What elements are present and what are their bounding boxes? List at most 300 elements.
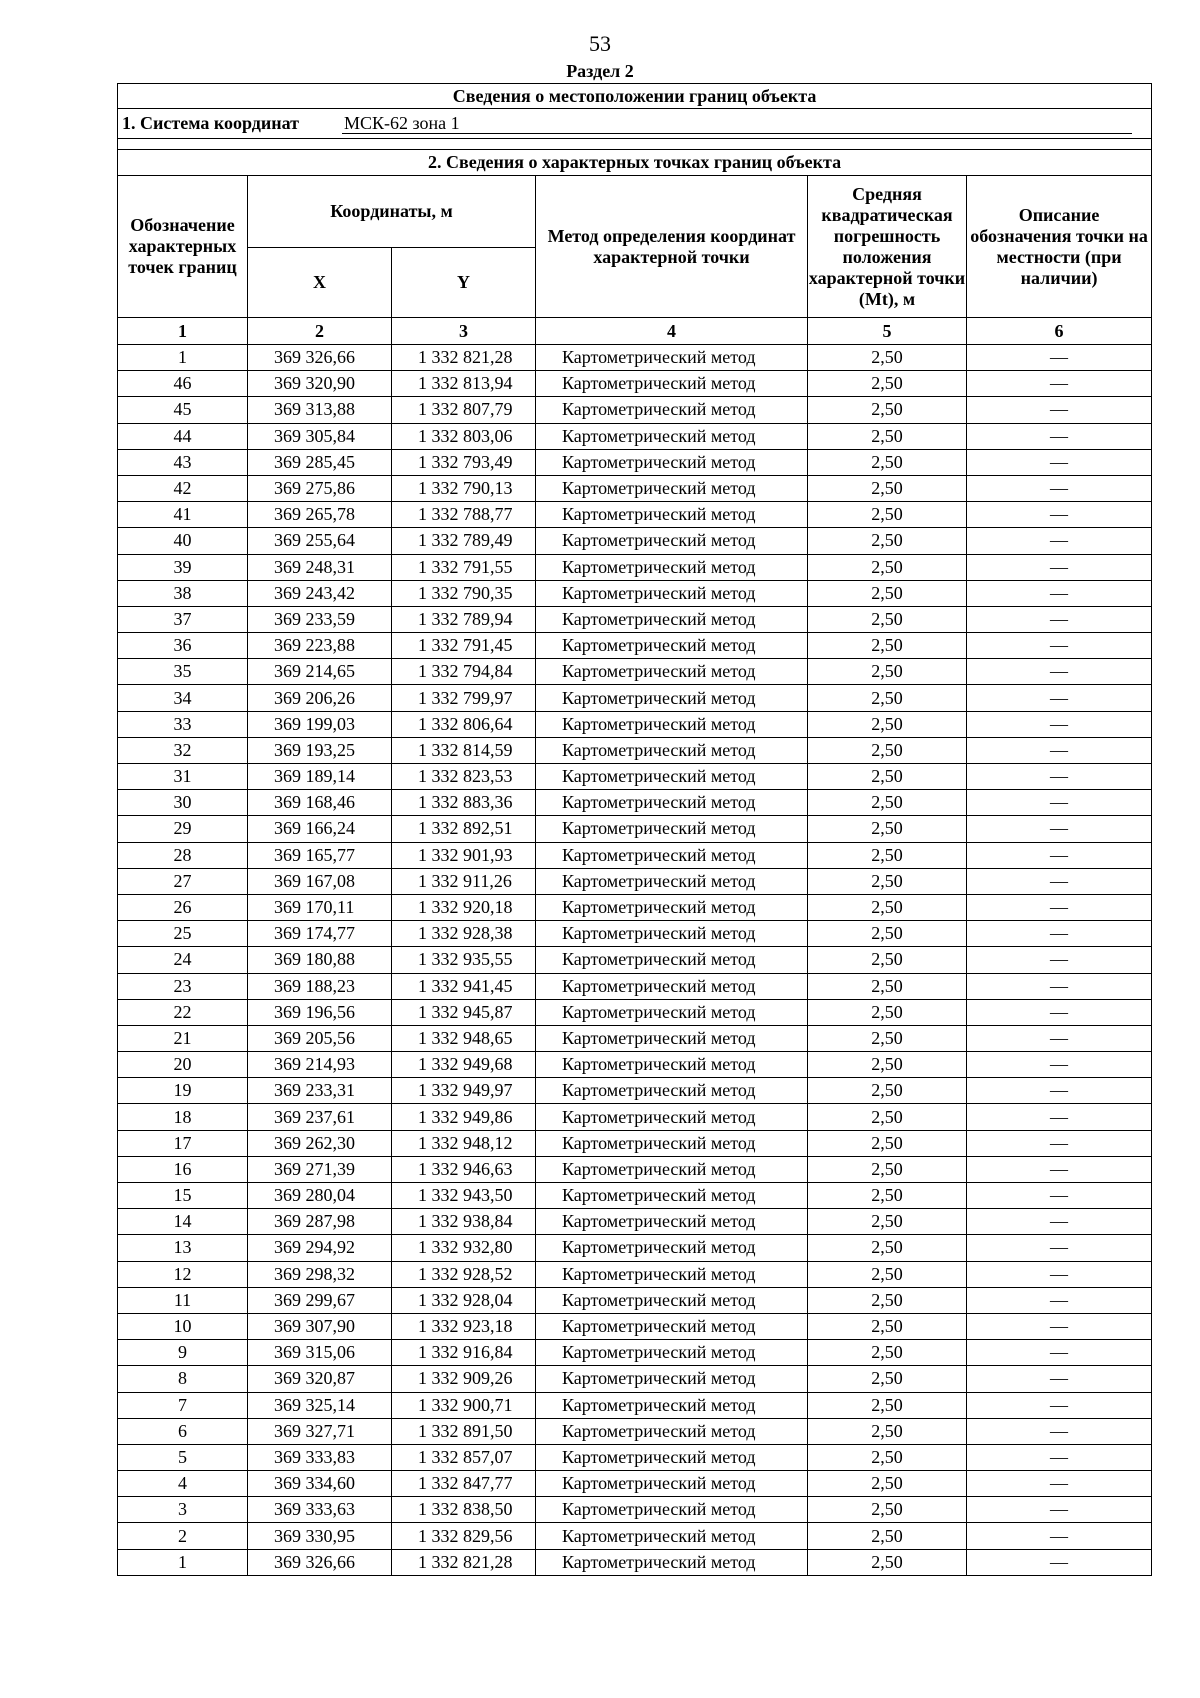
x-coordinate-cell: 369 305,84: [248, 423, 392, 449]
y-coordinate-cell: 1 332 799,97: [392, 685, 536, 711]
page-number: 53: [589, 31, 611, 56]
x-coordinate-cell: 369 193,25: [248, 737, 392, 763]
error-cell: 2,50: [808, 1549, 967, 1575]
point-number-cell: 20: [118, 1052, 248, 1078]
description-cell: —: [967, 1313, 1152, 1339]
y-coordinate-cell: 1 332 948,12: [392, 1130, 536, 1156]
point-number-cell: 28: [118, 842, 248, 868]
coordinate-system-row: [118, 109, 1152, 139]
column-number: 5: [808, 318, 967, 345]
method-cell: Картометрический метод: [536, 423, 808, 449]
description-cell: —: [967, 1523, 1152, 1549]
x-coordinate-cell: 369 233,31: [248, 1078, 392, 1104]
point-number-cell: 23: [118, 973, 248, 999]
x-coordinate-cell: 369 333,83: [248, 1444, 392, 1470]
method-cell: Картометрический метод: [536, 345, 808, 371]
description-cell: —: [967, 921, 1152, 947]
y-coordinate-cell: 1 332 883,36: [392, 790, 536, 816]
description-cell: —: [967, 371, 1152, 397]
x-coordinate-cell: 369 214,93: [248, 1052, 392, 1078]
error-cell: 2,50: [808, 947, 967, 973]
point-number-cell: 17: [118, 1130, 248, 1156]
point-number-cell: 6: [118, 1418, 248, 1444]
description-cell: —: [967, 1235, 1152, 1261]
y-coordinate-cell: 1 332 791,55: [392, 554, 536, 580]
description-cell: —: [967, 1287, 1152, 1313]
table-row: [118, 1392, 1152, 1418]
error-cell: 2,50: [808, 449, 967, 475]
table-row: [118, 1287, 1152, 1313]
method-cell: Картометрический метод: [536, 921, 808, 947]
column-number: 2: [248, 318, 392, 345]
error-cell: 2,50: [808, 475, 967, 501]
table-row: [118, 1052, 1152, 1078]
description-cell: —: [967, 606, 1152, 632]
column-number: 6: [967, 318, 1152, 345]
method-cell: Картометрический метод: [536, 1078, 808, 1104]
description-cell: —: [967, 1078, 1152, 1104]
point-number-cell: 13: [118, 1235, 248, 1261]
description-cell: —: [967, 894, 1152, 920]
error-cell: 2,50: [808, 790, 967, 816]
error-cell: 2,50: [808, 764, 967, 790]
x-coordinate-cell: 369 320,87: [248, 1366, 392, 1392]
method-cell: Картометрический метод: [536, 475, 808, 501]
table-row: [118, 973, 1152, 999]
description-cell: —: [967, 1052, 1152, 1078]
y-coordinate-cell: 1 332 892,51: [392, 816, 536, 842]
header-method: Метод определения координат характерной точки: [536, 176, 808, 318]
table-row: [118, 606, 1152, 632]
method-cell: Картометрический метод: [536, 371, 808, 397]
point-number-cell: 27: [118, 868, 248, 894]
method-cell: Картометрический метод: [536, 1523, 808, 1549]
table-row: [118, 868, 1152, 894]
point-number-cell: 45: [118, 397, 248, 423]
table-row: [118, 1471, 1152, 1497]
y-coordinate-cell: 1 332 900,71: [392, 1392, 536, 1418]
column-number: 4: [536, 318, 808, 345]
point-number-cell: 19: [118, 1078, 248, 1104]
y-coordinate-cell: 1 332 948,65: [392, 1025, 536, 1051]
error-cell: 2,50: [808, 423, 967, 449]
error-cell: 2,50: [808, 842, 967, 868]
table-row: [118, 894, 1152, 920]
error-cell: 2,50: [808, 1130, 967, 1156]
point-number-cell: 21: [118, 1025, 248, 1051]
x-coordinate-cell: 369 180,88: [248, 947, 392, 973]
table-row: [118, 737, 1152, 763]
table-row: [118, 1025, 1152, 1051]
method-cell: Картометрический метод: [536, 397, 808, 423]
point-number-cell: 1: [118, 345, 248, 371]
x-coordinate-cell: 369 165,77: [248, 842, 392, 868]
header-error: Средняя квадратическая погрешность положения характерной точки (Mt), м: [808, 176, 967, 318]
x-coordinate-cell: 369 285,45: [248, 449, 392, 475]
error-cell: 2,50: [808, 580, 967, 606]
table-row: [118, 1497, 1152, 1523]
point-number-cell: 33: [118, 711, 248, 737]
method-cell: Картометрический метод: [536, 633, 808, 659]
error-cell: 2,50: [808, 894, 967, 920]
description-cell: —: [967, 528, 1152, 554]
method-cell: Картометрический метод: [536, 764, 808, 790]
point-number-cell: 8: [118, 1366, 248, 1392]
method-cell: Картометрический метод: [536, 1471, 808, 1497]
table-row: [118, 842, 1152, 868]
error-cell: 2,50: [808, 1078, 967, 1104]
description-cell: —: [967, 1183, 1152, 1209]
point-number-cell: 12: [118, 1261, 248, 1287]
x-coordinate-cell: 369 287,98: [248, 1209, 392, 1235]
method-cell: Картометрический метод: [536, 1209, 808, 1235]
error-cell: 2,50: [808, 397, 967, 423]
point-number-cell: 5: [118, 1444, 248, 1470]
point-number-cell: 42: [118, 475, 248, 501]
point-number-cell: 16: [118, 1156, 248, 1182]
table-row: [118, 1156, 1152, 1182]
y-coordinate-cell: 1 332 916,84: [392, 1340, 536, 1366]
error-cell: 2,50: [808, 1183, 967, 1209]
method-cell: Картометрический метод: [536, 554, 808, 580]
x-coordinate-cell: 369 205,56: [248, 1025, 392, 1051]
y-coordinate-cell: 1 332 946,63: [392, 1156, 536, 1182]
y-coordinate-cell: 1 332 821,28: [392, 345, 536, 371]
table-row: [118, 1549, 1152, 1575]
method-cell: Картометрический метод: [536, 528, 808, 554]
header-x: X: [248, 248, 392, 318]
error-cell: 2,50: [808, 1497, 967, 1523]
y-coordinate-cell: 1 332 901,93: [392, 842, 536, 868]
table-row: [118, 633, 1152, 659]
point-number-cell: 40: [118, 528, 248, 554]
description-cell: —: [967, 1418, 1152, 1444]
method-cell: Картометрический метод: [536, 1340, 808, 1366]
error-cell: 2,50: [808, 1235, 967, 1261]
point-number-cell: 29: [118, 816, 248, 842]
method-cell: Картометрический метод: [536, 1313, 808, 1339]
error-cell: 2,50: [808, 1261, 967, 1287]
error-cell: 2,50: [808, 1209, 967, 1235]
x-coordinate-cell: 369 167,08: [248, 868, 392, 894]
error-cell: 2,50: [808, 502, 967, 528]
point-number-cell: 34: [118, 685, 248, 711]
table-subtitle: 2. Сведения о характерных точках границ объекта: [118, 150, 1152, 176]
description-cell: —: [967, 1392, 1152, 1418]
error-cell: 2,50: [808, 1313, 967, 1339]
y-coordinate-cell: 1 332 949,97: [392, 1078, 536, 1104]
point-number-cell: 46: [118, 371, 248, 397]
description-cell: —: [967, 345, 1152, 371]
error-cell: 2,50: [808, 606, 967, 632]
description-cell: —: [967, 580, 1152, 606]
y-coordinate-cell: 1 332 943,50: [392, 1183, 536, 1209]
point-number-cell: 1: [118, 1549, 248, 1575]
y-coordinate-cell: 1 332 941,45: [392, 973, 536, 999]
method-cell: Картометрический метод: [536, 1261, 808, 1287]
spacer-row: [118, 139, 1152, 150]
table-row: [118, 554, 1152, 580]
description-cell: —: [967, 737, 1152, 763]
header-description: Описание обозначения точки на местности (при наличии): [967, 176, 1152, 318]
y-coordinate-cell: 1 332 789,94: [392, 606, 536, 632]
error-cell: 2,50: [808, 737, 967, 763]
y-coordinate-cell: 1 332 847,77: [392, 1471, 536, 1497]
y-coordinate-cell: 1 332 790,35: [392, 580, 536, 606]
method-cell: Картометрический метод: [536, 894, 808, 920]
x-coordinate-cell: 369 326,66: [248, 345, 392, 371]
description-cell: —: [967, 1025, 1152, 1051]
x-coordinate-cell: 369 189,14: [248, 764, 392, 790]
method-cell: Картометрический метод: [536, 842, 808, 868]
x-coordinate-cell: 369 326,66: [248, 1549, 392, 1575]
table-row: [118, 1261, 1152, 1287]
method-cell: Картометрический метод: [536, 737, 808, 763]
table-row: [118, 921, 1152, 947]
y-coordinate-cell: 1 332 789,49: [392, 528, 536, 554]
point-number-cell: 24: [118, 947, 248, 973]
error-cell: 2,50: [808, 659, 967, 685]
y-coordinate-cell: 1 332 932,80: [392, 1235, 536, 1261]
x-coordinate-cell: 369 262,30: [248, 1130, 392, 1156]
method-cell: Картометрический метод: [536, 685, 808, 711]
table-row: [118, 1078, 1152, 1104]
y-coordinate-cell: 1 332 891,50: [392, 1418, 536, 1444]
x-coordinate-cell: 369 214,65: [248, 659, 392, 685]
method-cell: Картометрический метод: [536, 1497, 808, 1523]
x-coordinate-cell: 369 327,71: [248, 1418, 392, 1444]
description-cell: —: [967, 1261, 1152, 1287]
table-row: [118, 423, 1152, 449]
table-row: [118, 371, 1152, 397]
table-row: [118, 1209, 1152, 1235]
point-number-cell: 26: [118, 894, 248, 920]
method-cell: Картометрический метод: [536, 1444, 808, 1470]
error-cell: 2,50: [808, 973, 967, 999]
point-number-cell: 9: [118, 1340, 248, 1366]
x-coordinate-cell: 369 168,46: [248, 790, 392, 816]
table-row: [118, 1366, 1152, 1392]
x-coordinate-cell: 369 275,86: [248, 475, 392, 501]
method-cell: Картометрический метод: [536, 580, 808, 606]
error-cell: 2,50: [808, 1366, 967, 1392]
description-cell: —: [967, 973, 1152, 999]
error-cell: 2,50: [808, 1052, 967, 1078]
y-coordinate-cell: 1 332 806,64: [392, 711, 536, 737]
point-number-cell: 3: [118, 1497, 248, 1523]
x-coordinate-cell: 369 333,63: [248, 1497, 392, 1523]
error-cell: 2,50: [808, 1444, 967, 1470]
description-cell: —: [967, 554, 1152, 580]
method-cell: Картометрический метод: [536, 502, 808, 528]
method-cell: Картометрический метод: [536, 790, 808, 816]
description-cell: —: [967, 397, 1152, 423]
y-coordinate-cell: 1 332 803,06: [392, 423, 536, 449]
error-cell: 2,50: [808, 1156, 967, 1182]
table-row: [118, 999, 1152, 1025]
point-number-cell: 10: [118, 1313, 248, 1339]
table-row: [118, 685, 1152, 711]
table-row: [118, 711, 1152, 737]
point-number-cell: 15: [118, 1183, 248, 1209]
table-row: [118, 1418, 1152, 1444]
error-cell: 2,50: [808, 554, 967, 580]
x-coordinate-cell: 369 334,60: [248, 1471, 392, 1497]
error-cell: 2,50: [808, 868, 967, 894]
error-cell: 2,50: [808, 345, 967, 371]
description-cell: —: [967, 1156, 1152, 1182]
column-number: 1: [118, 318, 248, 345]
description-cell: —: [967, 1340, 1152, 1366]
x-coordinate-cell: 369 320,90: [248, 371, 392, 397]
table-row: [118, 1444, 1152, 1470]
table-row: [118, 1183, 1152, 1209]
description-cell: —: [967, 685, 1152, 711]
x-coordinate-cell: 369 174,77: [248, 921, 392, 947]
y-coordinate-cell: 1 332 938,84: [392, 1209, 536, 1235]
error-cell: 2,50: [808, 528, 967, 554]
error-cell: 2,50: [808, 1392, 967, 1418]
method-cell: Картометрический метод: [536, 868, 808, 894]
point-number-cell: 38: [118, 580, 248, 606]
error-cell: 2,50: [808, 1471, 967, 1497]
description-cell: —: [967, 1497, 1152, 1523]
y-coordinate-cell: 1 332 829,56: [392, 1523, 536, 1549]
x-coordinate-cell: 369 255,64: [248, 528, 392, 554]
table-row: [118, 580, 1152, 606]
table-row: [118, 1235, 1152, 1261]
error-cell: 2,50: [808, 1523, 967, 1549]
description-cell: —: [967, 1104, 1152, 1130]
description-cell: —: [967, 1366, 1152, 1392]
description-cell: —: [967, 502, 1152, 528]
method-cell: Картометрический метод: [536, 659, 808, 685]
point-number-cell: 4: [118, 1471, 248, 1497]
method-cell: Картометрический метод: [536, 606, 808, 632]
y-coordinate-cell: 1 332 857,07: [392, 1444, 536, 1470]
header-point: Обозначение характерных точек границ: [118, 176, 248, 318]
point-number-cell: 31: [118, 764, 248, 790]
method-cell: Картометрический метод: [536, 999, 808, 1025]
y-coordinate-cell: 1 332 935,55: [392, 947, 536, 973]
error-cell: 2,50: [808, 1025, 967, 1051]
coordinate-system-label: 1. Система координат: [122, 113, 299, 133]
y-coordinate-cell: 1 332 807,79: [392, 397, 536, 423]
error-cell: 2,50: [808, 921, 967, 947]
method-cell: Картометрический метод: [536, 1235, 808, 1261]
point-number-cell: 30: [118, 790, 248, 816]
y-coordinate-cell: 1 332 949,68: [392, 1052, 536, 1078]
description-cell: —: [967, 449, 1152, 475]
description-cell: —: [967, 1209, 1152, 1235]
table-row: [118, 397, 1152, 423]
x-coordinate-cell: 369 206,26: [248, 685, 392, 711]
x-coordinate-cell: 369 170,11: [248, 894, 392, 920]
y-coordinate-cell: 1 332 928,52: [392, 1261, 536, 1287]
description-cell: —: [967, 868, 1152, 894]
table-row: [118, 790, 1152, 816]
x-coordinate-cell: 369 315,06: [248, 1340, 392, 1366]
method-cell: Картометрический метод: [536, 1549, 808, 1575]
table-row: [118, 1313, 1152, 1339]
y-coordinate-cell: 1 332 928,38: [392, 921, 536, 947]
y-coordinate-cell: 1 332 788,77: [392, 502, 536, 528]
error-cell: 2,50: [808, 711, 967, 737]
error-cell: 2,50: [808, 1340, 967, 1366]
point-number-cell: 35: [118, 659, 248, 685]
method-cell: Картометрический метод: [536, 1418, 808, 1444]
point-number-cell: 7: [118, 1392, 248, 1418]
column-number: 3: [392, 318, 536, 345]
x-coordinate-cell: 369 298,32: [248, 1261, 392, 1287]
method-cell: Картометрический метод: [536, 1025, 808, 1051]
point-number-cell: 2: [118, 1523, 248, 1549]
x-coordinate-cell: 369 265,78: [248, 502, 392, 528]
method-cell: Картометрический метод: [536, 1183, 808, 1209]
x-coordinate-cell: 369 166,24: [248, 816, 392, 842]
method-cell: Картометрический метод: [536, 1104, 808, 1130]
point-number-cell: 37: [118, 606, 248, 632]
description-cell: —: [967, 790, 1152, 816]
x-coordinate-cell: 369 233,59: [248, 606, 392, 632]
table-row: [118, 816, 1152, 842]
description-cell: —: [967, 999, 1152, 1025]
y-coordinate-cell: 1 332 813,94: [392, 371, 536, 397]
x-coordinate-cell: 369 248,31: [248, 554, 392, 580]
x-coordinate-cell: 369 237,61: [248, 1104, 392, 1130]
point-number-cell: 44: [118, 423, 248, 449]
point-number-cell: 25: [118, 921, 248, 947]
method-cell: Картометрический метод: [536, 1052, 808, 1078]
x-coordinate-cell: 369 313,88: [248, 397, 392, 423]
description-cell: —: [967, 764, 1152, 790]
error-cell: 2,50: [808, 371, 967, 397]
description-cell: —: [967, 711, 1152, 737]
description-cell: —: [967, 659, 1152, 685]
error-cell: 2,50: [808, 1418, 967, 1444]
table-row: [118, 1104, 1152, 1130]
table-row: [118, 1340, 1152, 1366]
point-number-cell: 14: [118, 1209, 248, 1235]
table-row: [118, 1523, 1152, 1549]
error-cell: 2,50: [808, 685, 967, 711]
method-cell: Картометрический метод: [536, 816, 808, 842]
y-coordinate-cell: 1 332 814,59: [392, 737, 536, 763]
y-coordinate-cell: 1 332 791,45: [392, 633, 536, 659]
point-number-cell: 39: [118, 554, 248, 580]
method-cell: Картометрический метод: [536, 449, 808, 475]
table-row: [118, 947, 1152, 973]
boundary-points-table: [117, 83, 1152, 1576]
method-cell: Картометрический метод: [536, 1366, 808, 1392]
table-row: [118, 528, 1152, 554]
point-number-cell: 41: [118, 502, 248, 528]
coordinate-system-value: МСК-62 зона 1: [342, 113, 1132, 134]
error-cell: 2,50: [808, 1104, 967, 1130]
y-coordinate-cell: 1 332 793,49: [392, 449, 536, 475]
method-cell: Картометрический метод: [536, 711, 808, 737]
table-row: [118, 1130, 1152, 1156]
x-coordinate-cell: 369 243,42: [248, 580, 392, 606]
y-coordinate-cell: 1 332 945,87: [392, 999, 536, 1025]
error-cell: 2,50: [808, 816, 967, 842]
table-title: Сведения о местоположении границ объекта: [118, 84, 1152, 109]
point-number-cell: 43: [118, 449, 248, 475]
point-number-cell: 18: [118, 1104, 248, 1130]
y-coordinate-cell: 1 332 823,53: [392, 764, 536, 790]
description-cell: —: [967, 475, 1152, 501]
x-coordinate-cell: 369 299,67: [248, 1287, 392, 1313]
